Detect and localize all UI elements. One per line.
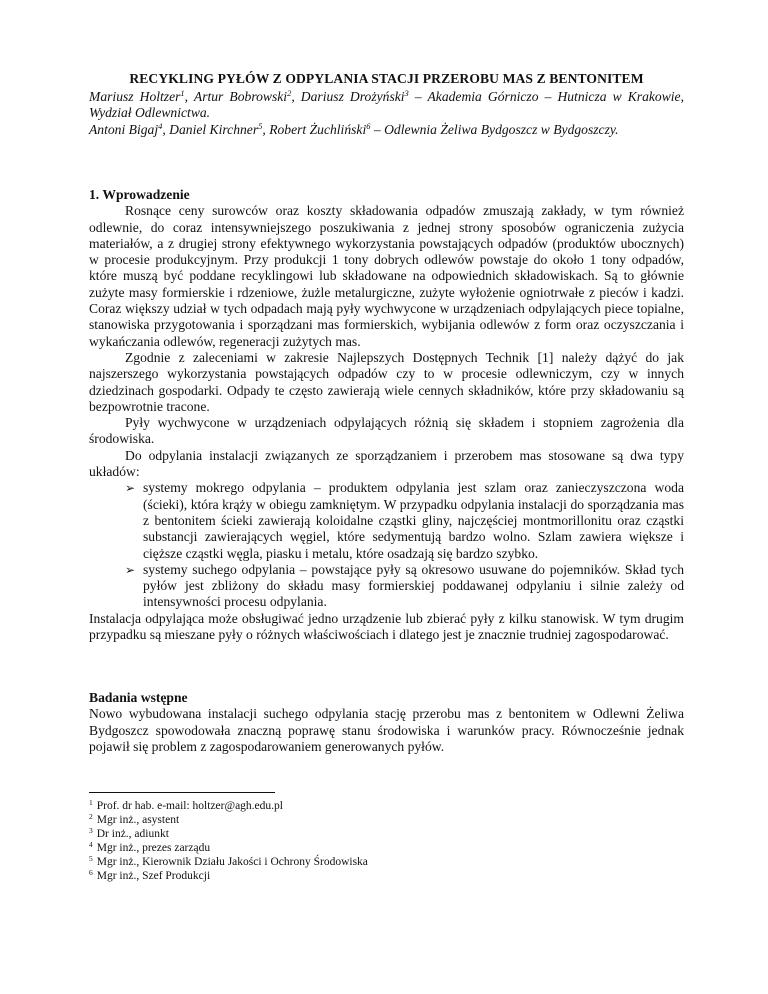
- footnote-text: Mgr inż., Szef Produkcji: [96, 870, 211, 882]
- author-name: , Daniel Kirchner: [162, 121, 259, 137]
- author-affiliation: – Akademia Górniczo – Hutnicza w Krakowie, Wydział Odlewnictwa.: [89, 89, 684, 121]
- paragraph: Rosnące ceny surowców oraz koszty składowania odpadów zmuszają zakłady, w tym również odlewnie, do coraz intensywniejszego poszukiwania z jednej strony sposobów ograniczenia zużycia materiałów, a z drugiej strony efektywnego wykorzystania powstających odpadów (produktów ubocznych) w procesie produkcyjnym. Przy produkcji 1 tony dobrych odlewów powstaje do około 1 tony odpadów, które muszą być poddane recyklingowi lub składowane na odpowiednich składowiskach. Są to głównie zużyte masy formierskie i rdzeniowe, żużle metalurgiczne, zużyte wyłożenie ogniotrwałe z pieców i kadzi. Coraz większy udział w tych odpadach mają pyły wychwycone w urządzeniach odpylających piece topialne, stanowiska przygotowania i sporządzani mas formierskich, wybijania odlewów z form oraz oczyszczania i wykańczania odlewów, regeneracji zużytych mas.: [89, 203, 684, 349]
- section-introduction: [89, 187, 684, 643]
- list-item: [89, 480, 684, 561]
- section-preliminary-research: [89, 690, 684, 755]
- author-name: Antoni Bigaj: [89, 121, 159, 137]
- footnote-text: Mgr inż., prezes zarządu: [96, 842, 211, 854]
- list-item: [89, 562, 684, 611]
- footnote: [89, 827, 684, 841]
- footnote-text: Mgr inż., Kierownik Działu Jakości i Ochrony Środowiska: [96, 856, 368, 868]
- bullet-list: [89, 480, 684, 610]
- footnote: [89, 841, 684, 855]
- author-name: , Dariusz Drożyński: [291, 89, 405, 104]
- arrow-bullet-icon: ➢: [125, 562, 136, 577]
- footnote: [89, 813, 684, 827]
- footnote: [89, 855, 684, 869]
- author-footnote-marker: 2: [287, 88, 292, 98]
- author-footnote-marker: 3: [404, 88, 409, 98]
- arrow-bullet-icon: ➢: [125, 481, 136, 496]
- section-heading: 1. Wprowadzenie: [89, 187, 190, 202]
- footnote-divider: [89, 792, 275, 793]
- list-item-text: systemy mokrego odpylania – produktem odpylania jest szlam oraz zanieczyszczona woda (ścieki), która krąży w obiegu zamkniętym. W przypadku odpylania instalacji do sporządzania mas z bentonitem ścieki zawierają koloidalne cząstki gliny, najczęściej montmorillonitu oraz cząstki substancji zawierających węgiel, które sedymentują bardzo wolno. Szlam zawiera większe i cięższe cząstki węgla, piasku i metalu, które osadzają się bardzo szybko.: [143, 480, 684, 561]
- paragraph: Do odpylania instalacji związanych ze sporządzaniem i przerobem mas stosowane są dwa typy układów:: [89, 447, 684, 480]
- author-name: , Artur Bobrowski: [184, 89, 288, 104]
- footnote-text: Mgr inż., asystent: [96, 814, 180, 826]
- footnote-number: 3: [89, 826, 93, 835]
- author-line-2: [89, 122, 684, 138]
- footnote-number: 6: [89, 868, 93, 877]
- author-line-1: [89, 89, 684, 120]
- paragraph: Zgodnie z zaleceniami w zakresie Najlepszych Dostępnych Technik [1] należy dążyć do jak najszerszego wykorzystania powstających odpadów czy to w procesie odlewniczym, czy w innych dziedzinach gospodarki. Odpady te często zawierają wiele cennych składników, które przy składowaniu są bezpowrotnie tracone.: [89, 349, 684, 414]
- footnote-text: Dr inż., adiunkt: [96, 828, 169, 840]
- footnote: [89, 799, 684, 813]
- paragraph: Pyły wychwycone w urządzeniach odpylających różnią się składem i stopniem zagrożenia dla środowiska.: [89, 415, 684, 447]
- author-name: , Robert Żuchliński: [262, 121, 367, 137]
- author-footnote-marker: 5: [258, 120, 263, 131]
- paragraph: Nowo wybudowana instalacji suchego odpylania stację przerobu mas z bentonitem w Odlewni Żeliwa Bydgoszcz spowodowała znaczną poprawę stanu środowiska i warunków pracy. Równocześnie jednak pojawił się problem z zagospodarowaniem generowanych pyłów.: [89, 706, 684, 754]
- footnote-number: 2: [89, 812, 93, 821]
- author-affiliation: – Odlewnia Żeliwa Bydgoszcz w Bydgoszczy.: [370, 121, 619, 137]
- footnote-text: Prof. dr hab. e-mail: holtzer@agh.edu.pl: [96, 800, 283, 812]
- footnote-number: 4: [89, 840, 93, 849]
- author-block: [89, 89, 684, 138]
- footnotes: [89, 799, 684, 883]
- footnote: [89, 869, 684, 883]
- paragraph: Instalacja odpylająca może obsługiwać jedno urządzenie lub zbierać pyły z kilku stanowisk. W tym drugim przypadku są mieszane pyły o różnych właściwościach i dlatego jest je znacznie trudniej zagospodarować.: [89, 610, 684, 643]
- footnote-number: 1: [89, 798, 93, 807]
- author-footnote-marker: 4: [158, 120, 163, 131]
- footnote-number: 5: [89, 854, 93, 863]
- section-heading: Badania wstępne: [89, 690, 188, 705]
- author-name: Mariusz Holtzer: [89, 89, 181, 104]
- author-footnote-marker: 6: [366, 120, 371, 131]
- list-item-text: systemy suchego odpylania – powstające pyły są okresowo usuwane do pojemników. Skład tych pyłów jest zbliżony do składu masy formierskiej poddawanej odpylaniu i silnie zależy od intensywności procesu odpylania.: [143, 561, 684, 610]
- paper-title: RECYKLING PYŁÓW Z ODPYLANIA STACJI PRZEROBU MAS Z BENTONITEM: [129, 71, 644, 86]
- author-footnote-marker: 1: [180, 88, 185, 98]
